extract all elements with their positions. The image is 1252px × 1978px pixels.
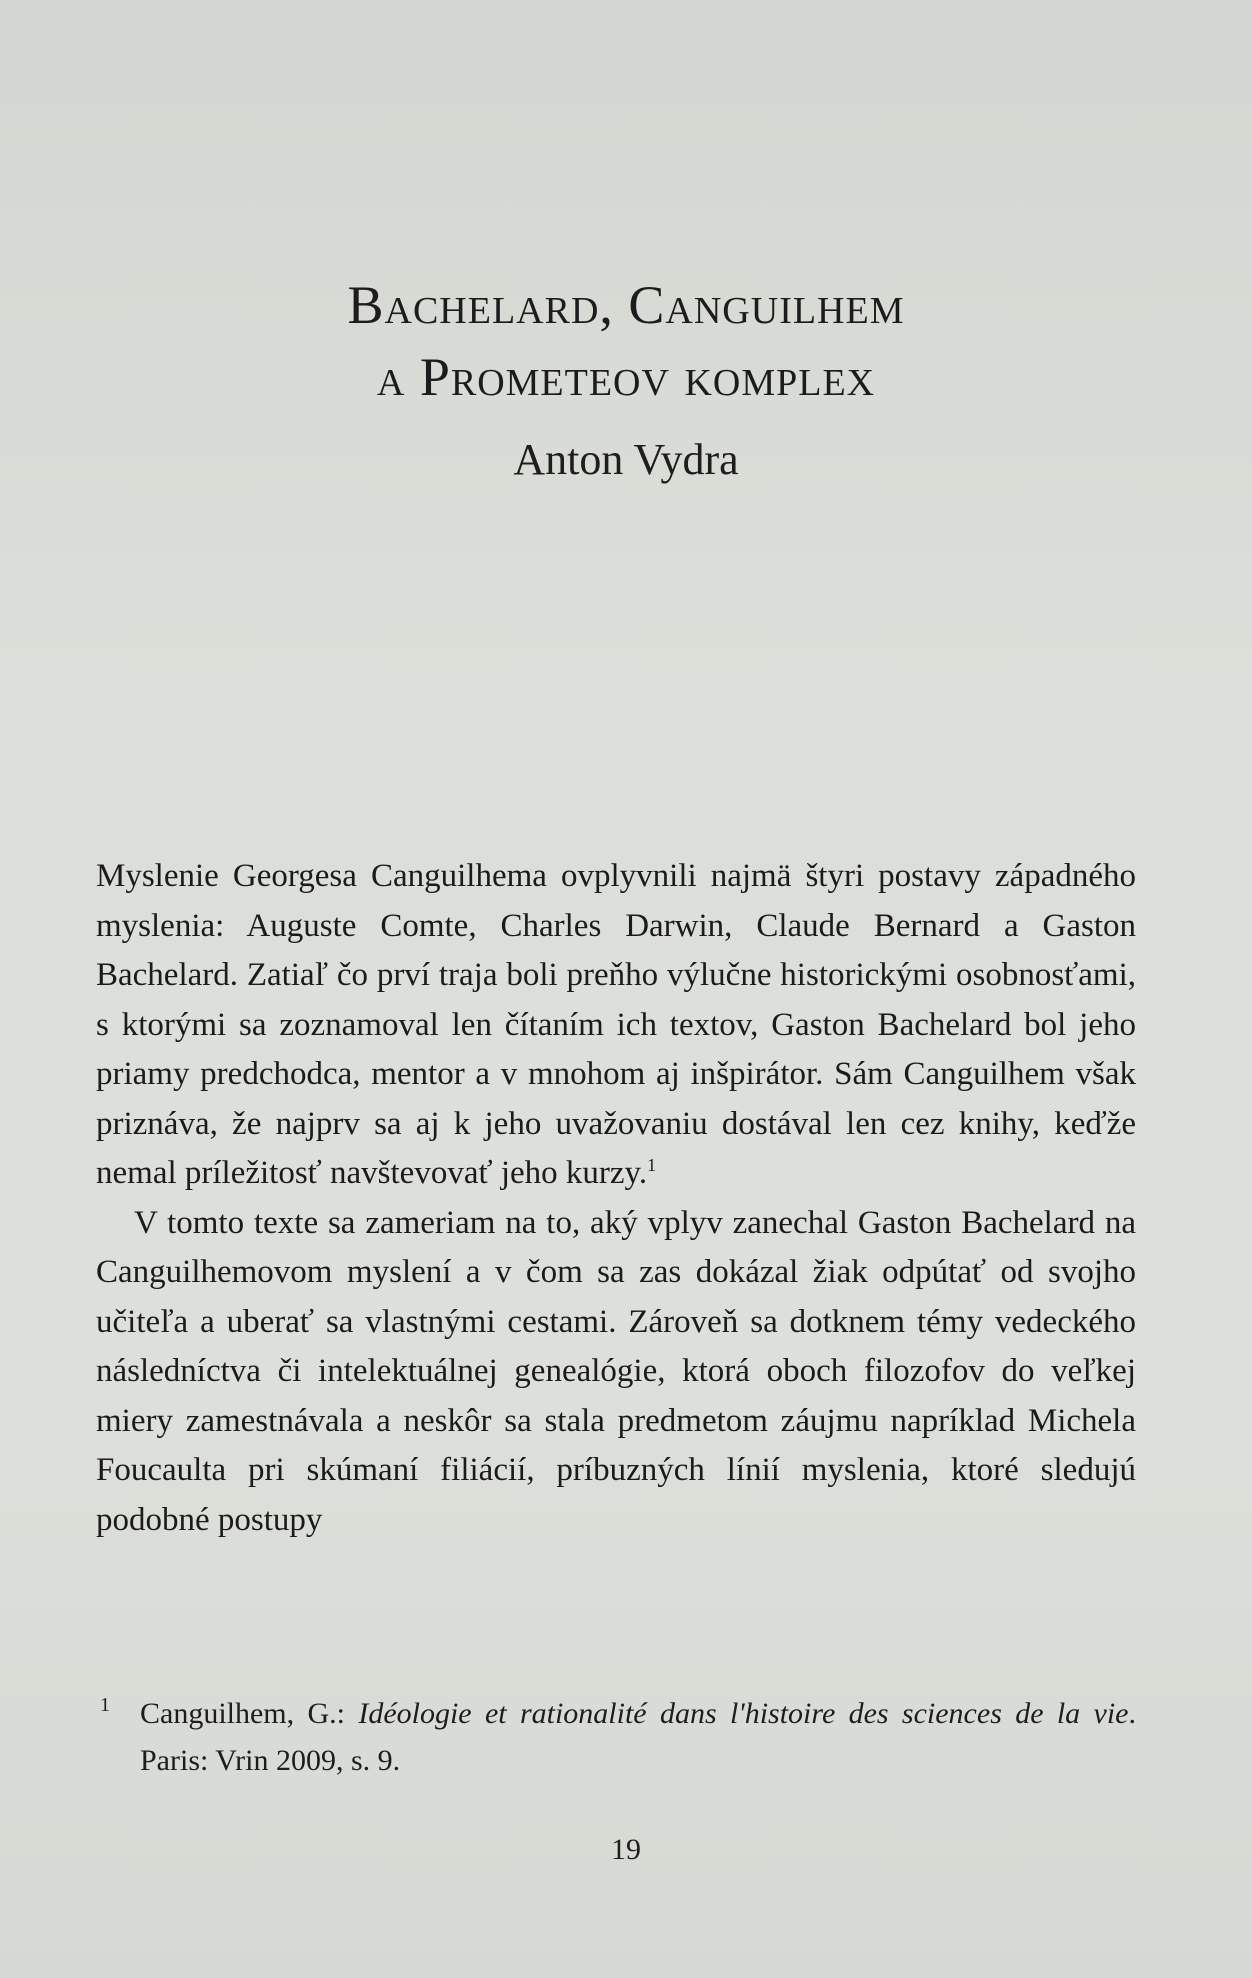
footnote-publication: . Paris: Vrin 2009, s. 9.	[140, 1697, 1136, 1777]
body-paragraph-1	[96, 852, 1136, 1199]
chapter-author: Anton Vydra	[513, 435, 739, 484]
chapter-title-line-2: a Prometeov komplex	[376, 347, 876, 407]
chapter-title-line-1: Bachelard, Canguilhem	[347, 275, 905, 335]
footnote-number: 1	[100, 1694, 110, 1716]
page-number: 19	[611, 1833, 641, 1866]
body-paragraph-1-text: Myslenie Georgesa Canguilhema ovplyvnili najmä štyri postavy západného myslenia: Auguste Comte, Charles Darwin, Claude Bernard a Gaston Bachelard. Zatiaľ čo prví traja boli preňho výlučne historickými osobnosťami, s ktorými sa zoznamoval len čítaním ich textov, Gaston Bachelard bol jeho priamy predchodca, mentor a v mnohom aj inšpirátor. Sám Canguilhem však priznáva, že najprv sa aj k jeho uvažovaniu dostával len cez knihy, keďže nemal príležitosť navštevovať jeho kurzy.	[96, 858, 1136, 1191]
chapter-body-text	[96, 852, 1136, 1545]
body-paragraph-2: V tomto texte sa zameriam na to, aký vplyv zanechal Gaston Bachelard na Canguilhemovom myslení a v čom sa zas dokázal žiak odpútať od svojho učiteľa a uberať sa vlastnými cestami. Zároveň sa dotknem témy vedeckého následníctva či intelektuálnej genealógie, ktorá oboch filozofov do veľkej miery zamestnávala a neskôr sa stala predmetom záujmu napríklad Michela Foucaulta pri skúmaní filiácií, príbuzných línií myslenia, ktoré sledujú podobné postupy	[96, 1204, 1136, 1538]
footnote-text	[140, 1690, 1136, 1784]
footnote-reference: 1	[647, 1155, 657, 1175]
footnote-author: Canguilhem, G.:	[140, 1697, 359, 1730]
footnote	[96, 1690, 1136, 1784]
footnote-work-title: Idéologie et rationalité dans l'histoire des sciences de la vie	[358, 1697, 1129, 1730]
